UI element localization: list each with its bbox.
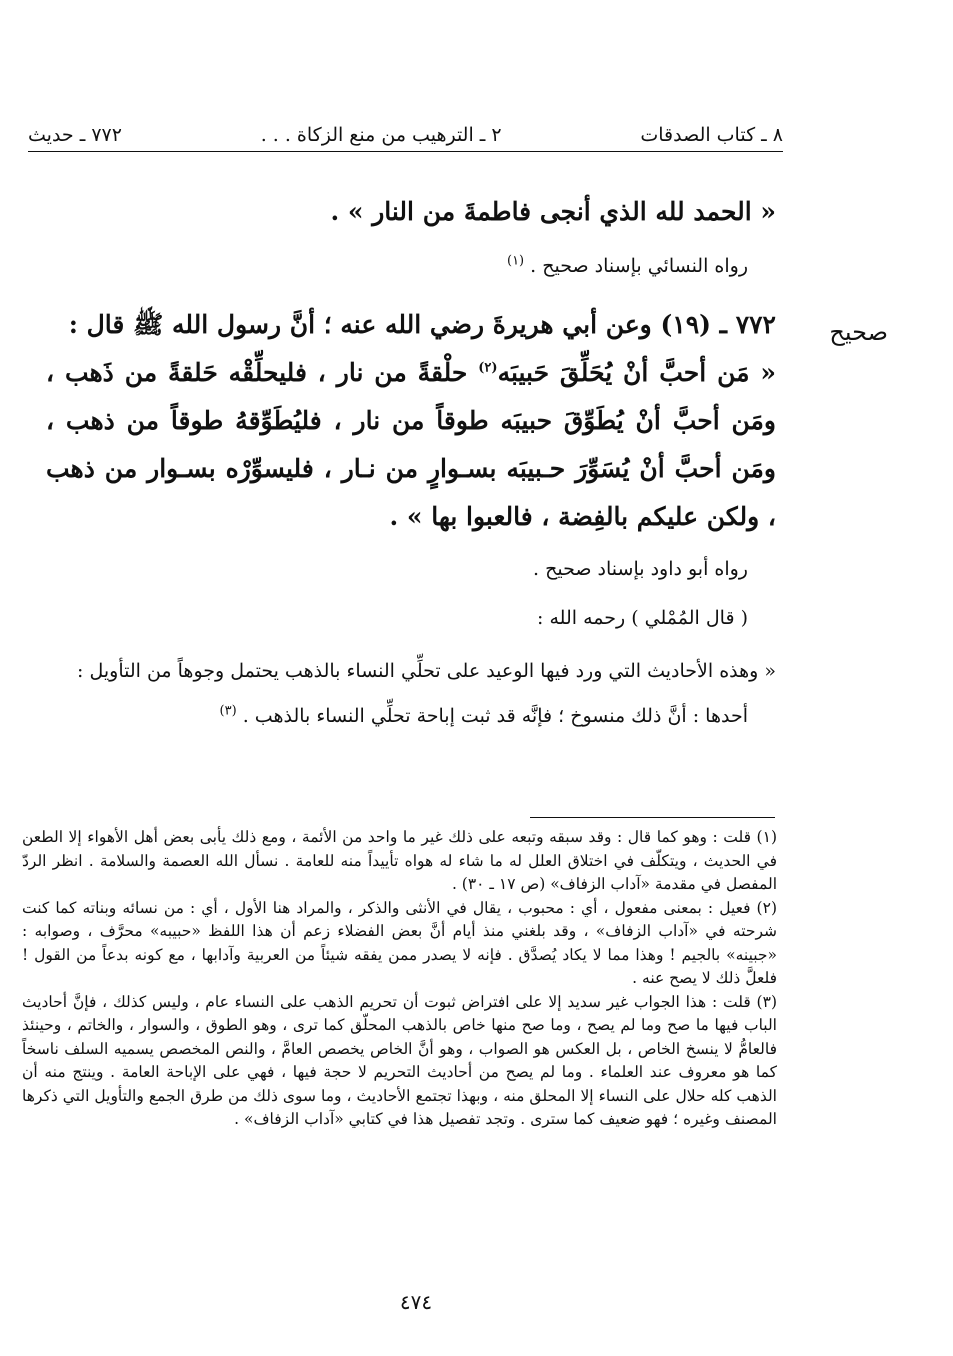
- previous-hadith-source: [46, 250, 776, 283]
- footnote-3: (٣) قلت : هذا الجواب غير سديد إلا على افتراض ثبوت أن تحريم الذهب على النساء عام ، وليس كذلك ، فإنَّ أحاديث الباب فيها ما صح وما لم يصح ، وما صح منها خاص بالذهب المحلّق كما ترى ، وهو الطوق ، والسوار ، والخاتم ، وحينئذ فالعامُّ لا ينسخ الخاص ، بل العكس هو الصواب ، وهو أنَّ الخاص يخصص العامَّ ، والنص المخصص يسميه السلف ناسخاً كما هو معروف عند العلماء . وما لم يصح من أحاديث التحريم لا حجة فيها ، فهي على الإباحة العامة . وينتج منه أن الذهب كله حلال على النساء إلا المحلق منه ، وبهذا تجتمع الأحاديث ، وما سوى ذلك من طرق الجمع والتأويل التي ذكرها المصنف وغيره ؛ فهو ضعيف كما سترى . وتجد تفصيل هذا في كتابي «آداب الزفاف» .: [22, 992, 777, 1128]
- footnote-1: (١) قلت : وهو كما قال : وقد سبقه وتبعه على ذلك غير ما واحد من الأئمة ، ومع ذلك يأبى بعض أهل الأهواء إلا الطعن في الحديث ، ويتكلّف في اختلاق العلل له ما شاء له هواه تأييداً منه للعامة . نسأل الله العصمة والسلامة . انظر الردّ المفصل في مقدمة «آداب الزفاف» (ص ١٧ ـ ٣٠) .: [22, 828, 777, 893]
- hadith-text-part-b: حلْقةً من نار ، فليحلِّقْه حَلقةً من ذَهب ، ومَن أحبَّ أنْ يُطَوِّقَ حبيبَه طوقاً من نار ، فليُطَوِّقهُ طوقاً من ذهب ، ومَن أحبَّ أنْ يُسَوِّرَ حـبيبَه بسـوارٍ من نـار ، فليسوِّرْه بسـوار من ذهب ، ولكن عليكم بالفِضة ، فالعبوا بها » .: [46, 358, 776, 531]
- header-section: ٢ ـ الترهيب من منع الزكاة . . .: [260, 124, 502, 146]
- footnote-ref-2: (٢): [478, 360, 498, 376]
- commentary-paragraph: « وهذه الأحاديث التي ورد فيها الوعيد على تحلِّي النساء بالذهب يحتمل وجوهاً من التأويل :: [77, 660, 776, 682]
- main-text: [46, 188, 776, 733]
- previous-source-text: رواه النسائي بإسناد صحيح .: [530, 255, 748, 277]
- page-number: ٤٧٤: [399, 1290, 433, 1314]
- hadith-source: رواه أبو داود بإسناد صحيح .: [533, 558, 748, 580]
- header-rule: [28, 151, 783, 152]
- footnote-ref-3: (٣): [219, 703, 237, 719]
- footnotes: [22, 826, 777, 1132]
- hadith-grade-label: صحيح: [829, 318, 888, 346]
- footnote-separator: [530, 817, 775, 818]
- first-interpretation-text: أحدها : أنَّ ذلك منسوخ ؛ فإنَّه قد ثبت إباحة تحلِّي النساء بالذهب .: [242, 705, 748, 727]
- header-hadith-ref: ٧٧٢ ـ حديث: [28, 124, 122, 146]
- header-chapter: ٨ ـ كتاب الصدقات: [640, 124, 783, 146]
- running-header: [28, 118, 783, 152]
- previous-hadith-ending: « الحمد لله الذي أنجى فاطمةَ من النار » .: [330, 197, 776, 226]
- first-interpretation: [46, 700, 776, 733]
- hadith-text-part-a: « مَن أحبَّ أنْ يُحَلِّقَ حَبيبَه: [497, 358, 777, 387]
- footnote-2: (٢) فعيل : بمعنى مفعول ، أي : محبوب ، يقال في الأنثى والذكر ، والمراد هنا الأول ، أي : من نسائه وبناته كما كنت شرحته في «آداب الزفاف» ، وقد بلغني منذ أيام أنَّ بعض الفضلاء زعم أن هذا اللفظ «حبيبه» محرَّف ، وصوابه : «جبينه» بالجيم ! وهذا مما لا يكاد يُصدَّق . فإنه لا يصدر ممن يفقه شيئاً من العربية وآدابها ، مع كونه بدعاً من القول ! فلعلَّ ذلك لا يصح عنه .: [22, 898, 777, 987]
- footnote-ref-1: (١): [506, 253, 525, 269]
- mundhiri-heading: ( قال المُمْلي ) رحمه الله :: [537, 607, 748, 629]
- hadith-intro: ٧٧٢ ـ (١٩) وعن أبي هريرةَ رضي الله عنه ؛ أنَّ رسول الله ﷺ قال :: [68, 310, 776, 339]
- hadith-text: [46, 349, 776, 541]
